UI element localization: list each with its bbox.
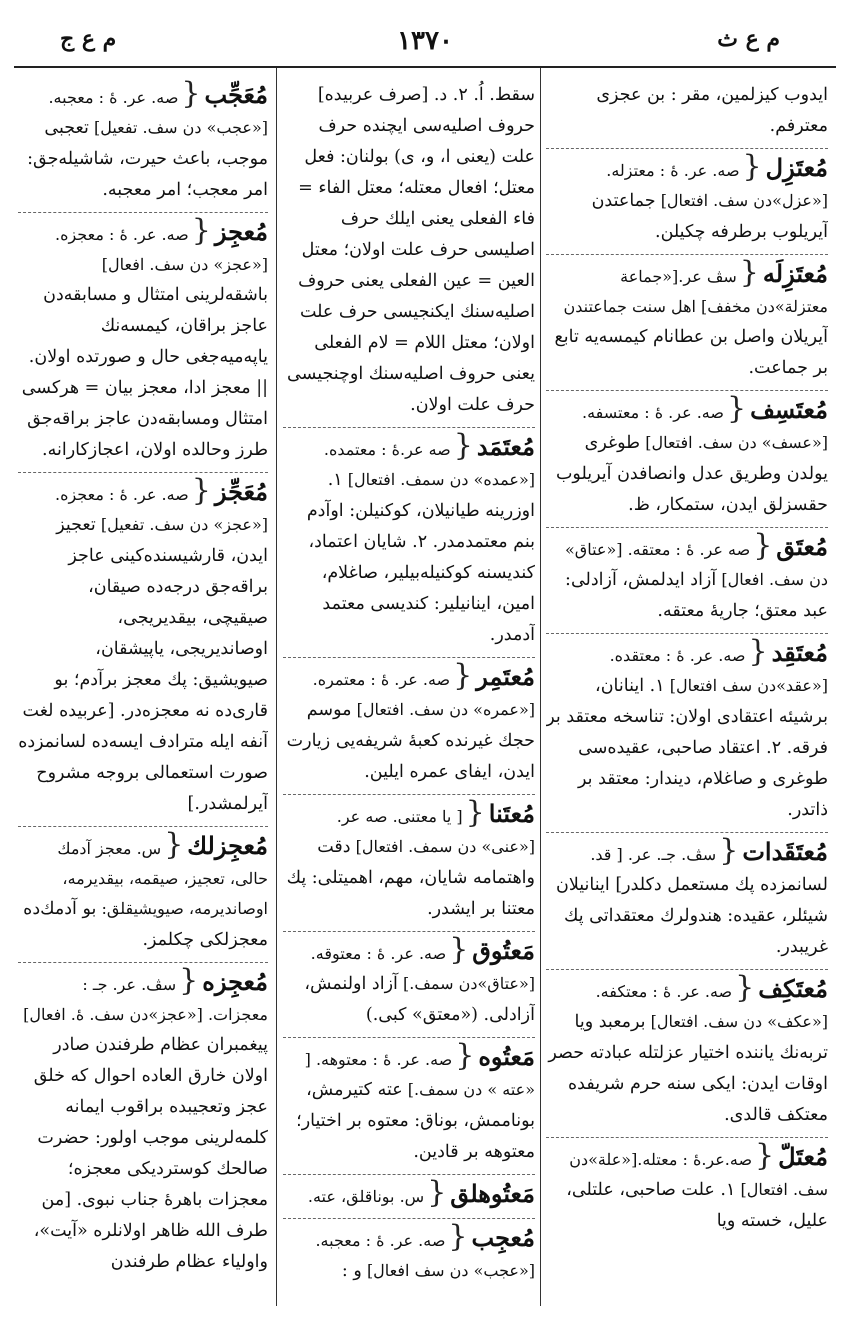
entry-headword: مُعتَق <box>776 532 828 561</box>
brace-glyph: { <box>753 528 773 563</box>
dictionary-entry <box>283 1038 535 1168</box>
entry-etymology: صه.عر.ۀ : معتله.[«علة»دن سف. افتعال] <box>569 1150 828 1199</box>
entry-separator <box>18 212 268 213</box>
dictionary-entry <box>283 1175 535 1212</box>
entry-headword: مُعجِب <box>471 1223 535 1252</box>
entry-definition: و : <box>341 1261 362 1281</box>
dictionary-entry <box>18 80 268 206</box>
entry-etymology: صه. عر. ۀ : معتقده. [«عقد»دن سف افتعال] <box>609 646 828 695</box>
entry-etymology: صه. عر. ۀ : معتسفه. [«عسف» دن سف. افتعال] <box>581 403 828 452</box>
brace-glyph: { <box>191 213 211 248</box>
entry-definition: جماعتدن آیریلوب برطرفه چکیلن. <box>591 191 828 242</box>
dictionary-entry <box>546 1138 828 1237</box>
column-middle <box>283 80 535 1302</box>
entry-headword: مُعَجِّز <box>214 477 268 506</box>
dictionary-entry <box>546 149 828 248</box>
entry-definition: پیغمبران عظام طرفندن صادر اولان خارق العاده احوال که خلق عجز وتعجیبده براقوب ایمانه کلمه‌لرینی موجب اولور: حضرت صالحك کوستردیکی معجزه؛ معجزات باهرهٔ جناب نبوی. [من طرف الله ظاهر اولانلره «آیت»، واولیاء عظام طرفندن <box>33 1035 268 1272</box>
dictionary-entry <box>283 428 535 651</box>
brace-glyph: { <box>742 149 762 184</box>
entry-etymology: س. بوناقلق، عته. <box>307 1187 425 1206</box>
entry-headword: مُعتَسِف <box>750 395 828 424</box>
column-divider <box>276 68 277 1306</box>
entry-etymology: صه. عر. ۀ : معتوقه. [«عتاق»دن سمف.] <box>310 944 535 993</box>
entry-separator <box>546 254 828 255</box>
column-left <box>18 80 268 1302</box>
entry-separator <box>546 832 828 833</box>
header-letter-group-right: م ع ث <box>717 26 780 52</box>
entry-separator <box>546 390 828 391</box>
entry-etymology: صه. عر. ۀ : معجزه. [«عجز» دن سف. تفعیل] <box>54 485 268 534</box>
entry-etymology: سڤ. جـ. عر. [ قد. <box>590 845 717 864</box>
brace-glyph: { <box>453 658 473 693</box>
dictionary-entry <box>546 528 828 627</box>
entry-etymology: صه. عر. ۀ : معجبه. [«عجب» دن سف. تفعیل] <box>48 88 268 137</box>
entry-definition: ۱. اوزرینه طیانیلان، کوکنیلن: اوآدم بنم معتمدمدر. ۲. شایان اعتماد، کندیسنه کوکنیله‌بیلیر، صاغلام، امین، اینانیلیر: کندیسی معتمد آدمدر. <box>306 470 535 645</box>
brace-glyph: { <box>719 833 739 868</box>
entry-definition: عته کتیرمش، بوناممش، بوناق: معتوه بر اختیار؛ معتوهه بر قادین. <box>296 1080 535 1162</box>
dictionary-entry <box>546 970 828 1131</box>
entry-definition: طوغری یولدن وطریق عدل وانصافدن آیریلوب حقسزلق ایدن، ستمکار، ظ. <box>555 433 828 515</box>
entry-etymology: سڤ. عر. جـ : معجزات. [«عجز»دن سف. ۀ. افعال] <box>23 975 268 1024</box>
entry-definition: دقت واهتمامه شایان، مهم، اهمیتلی: پك معتنا بر ایشدر. <box>286 837 535 919</box>
entry-definition: آزاد ایدلمش، آزادلی: عبد معتق؛ جاریهٔ معتقه. <box>565 570 828 621</box>
entry-definition: ایدوب کیزلمین، مقر : بن عجزی معترفم. <box>596 85 828 136</box>
entry-definition: تعجبی موجب، باعث حیرت، شاشیله‌جق: امر معجب؛ امر معجبه. <box>27 118 268 200</box>
entry-definition: آیریلان واصل بن عطانام کیمسه‌یه تابع بر جماعت. <box>554 327 828 378</box>
entry-separator <box>283 657 535 658</box>
entry-headword: مُعتَقَدات <box>742 837 828 866</box>
entry-definition: ۱. علت صاحبی، علتلی، علیل، خسته ویا <box>566 1180 828 1231</box>
entry-definition: باشقه‌لرینی امتثال و مسابقه‌دن عاجز براقان، کیمسه‌نك یاپه‌میه‌جغی حال و صورتده اولان. || معجز ادا، معجز بیان = هرکسی امتثال ومسابقه‌دن عاجز براقه‌جق طرز وحالده اولان، اعجازکارانه. <box>21 285 268 460</box>
entry-headword: مُعَجِّب <box>204 80 268 109</box>
brace-glyph: { <box>191 473 211 508</box>
entry-separator <box>283 427 535 428</box>
brace-glyph: { <box>453 428 473 463</box>
column-divider <box>540 68 541 1306</box>
entry-definition: لسانمزده پك مستعمل دکلدر] اینانیلان شیئلر، عقیده: هندولرك معتقداتی پك غریبدر. <box>555 875 828 957</box>
dictionary-entry <box>283 1219 535 1287</box>
entry-headword: مُعتَمَد <box>476 432 535 461</box>
entry-separator <box>546 1137 828 1138</box>
brace-glyph: { <box>181 80 201 111</box>
entry-continuation <box>283 80 535 421</box>
dictionary-entry <box>18 473 268 820</box>
entry-separator <box>283 1218 535 1219</box>
brace-glyph: { <box>449 932 469 967</box>
brace-glyph: { <box>164 827 184 862</box>
entry-definition: تعجیز ایدن، قارشیسنده‌کینی عاجز براقه‌جق درجه‌ده صیقان، صیقیچی، بیقدیریجی، اوصاندیریجی، یاپیشقان، صیویشیق: پك معجز برآدم؛ بو قاری‌ده نه معجزه‌در. [عربیده لغت آنفه ایله مترادف ایسه‌ده لسانمزده صورت استعمالی بروجه مشروح آیرلمشدر.] <box>18 515 268 814</box>
entry-etymology: صه عر. ۀ : معتقه. [«عتاق» دن سف. افعال] <box>565 540 828 589</box>
entry-separator <box>283 931 535 932</box>
entry-headword: مُعتَلّ <box>778 1142 828 1171</box>
brace-glyph: { <box>427 1175 447 1210</box>
header-letter-group-left: م ع ج <box>60 26 117 52</box>
entry-separator <box>283 794 535 795</box>
brace-glyph: { <box>739 255 759 290</box>
brace-glyph: { <box>455 1038 475 1073</box>
entry-headword: مُعتَنا <box>488 799 535 828</box>
entry-headword: مَعتُوهلق <box>450 1179 535 1208</box>
brace-glyph: { <box>179 963 199 998</box>
entry-definition: سقط. اُ. ۲. د. [صرف عربیده] حروف اصلیه‌سی ایچنده حرف علت (یعنی ا، و، ی) بولنان: فعل معتل؛ افعال معتله؛ معتل الفاء = فاء الفعلی یعنی ایلك حرف اصلیسی حرف علت اولان؛ معتل العین = عین الفعلی یعنی حروف اصلیه‌سنك ایکنجیسی حرف علت اولان؛ معتل اللام = لام الفعلی یعنی حروف اصلیه‌سنك اوچنجیسی حرف علت اولان. <box>287 85 535 415</box>
entry-etymology: صه. عر. ۀ : معتوهه. [ «عته » دن سمف.] <box>304 1050 535 1099</box>
entry-etymology: صه. عر. ۀ : معجزه. [«عجز» دن سف. افعال] <box>54 225 268 274</box>
dictionary-entry <box>546 634 828 826</box>
entry-separator <box>18 826 268 827</box>
entry-continuation <box>546 80 828 142</box>
entry-etymology: صه. عر. ۀ : معجبه. [«عجب» دن سف افعال] <box>315 1231 535 1280</box>
dictionary-entry <box>283 795 535 925</box>
entry-separator <box>546 969 828 970</box>
header-rule <box>14 66 836 68</box>
brace-glyph: { <box>448 1219 468 1254</box>
brace-glyph: { <box>755 1138 775 1173</box>
entry-headword: مُعتَزِلَه <box>762 259 828 288</box>
entry-definition: بو آدمك‌ده معجزلکی چکلمز. <box>23 899 268 950</box>
brace-glyph: { <box>726 391 747 426</box>
entry-separator <box>18 472 268 473</box>
entry-separator <box>283 1174 535 1175</box>
entry-headword: مُعتَقِد <box>771 638 828 667</box>
entry-separator <box>546 527 828 528</box>
entry-definition: موسم حجك غیرنده کعبهٔ شریفه‌یی زیارت ایدن، ایفای عمره ایلین. <box>286 700 535 782</box>
entry-headword: مُعتَمِر <box>476 662 535 691</box>
entry-separator <box>546 633 828 634</box>
dictionary-entry <box>283 932 535 1031</box>
dictionary-entry <box>546 391 828 521</box>
column-right <box>546 80 828 1302</box>
dictionary-entry <box>18 963 268 1278</box>
dictionary-entry <box>546 255 828 384</box>
entry-definition: آزاد اولنمش، آزادلی. («معتق» کبی.) <box>304 974 535 1025</box>
entry-etymology: سڤ عر.[«جماعة معتزلة»دن مخفف] اهل سنت جماعتندن <box>563 267 828 316</box>
entry-headword: مَعتُوق <box>472 936 535 965</box>
dictionary-entry <box>283 658 535 788</box>
entry-separator <box>546 148 828 149</box>
entry-etymology: صه. عر. ۀ : معتمره. [«عمره» دن سف. افتعال] <box>312 670 535 719</box>
entry-etymology: صه عر.ۀ : معتمده.[«عمده» دن سمف. افتعال] <box>323 440 535 489</box>
entry-definition: ۱. اینانان، برشیئه اعتقادی اولان: تناسخه معتقد بر فرقه. ۲. اعتقاد صاحبی، عقیده‌سی طوغری و صاغلام، دیندار: معتقد بر ذاتدر. <box>546 676 828 820</box>
entry-etymology: صه. عر. ۀ : معتزله. [«عزل»دن سف. افتعال] <box>606 161 828 210</box>
entry-etymology: [ یا معتنی. صه عر. [«عنی» دن سمف. افتعال] <box>336 807 535 856</box>
entry-headword: مَعتُوه <box>478 1042 535 1071</box>
page-number: ۱۳۷۰ <box>397 26 453 56</box>
page-header <box>20 26 830 66</box>
entry-headword: مُعجِزه <box>202 967 268 996</box>
entry-headword: مُعتَزِل <box>765 153 828 182</box>
brace-glyph: { <box>465 795 485 830</box>
dictionary-entry <box>18 827 268 956</box>
entry-headword: مُعتَکِف <box>758 974 828 1003</box>
dictionary-entry <box>18 213 268 466</box>
entry-etymology: صه. عر. ۀ : معتکفه. [«عکف» دن سف. افتعال] <box>595 982 828 1031</box>
entry-headword: مُعجِز <box>214 217 268 246</box>
brace-glyph: { <box>735 970 755 1005</box>
dictionary-entry <box>546 833 828 963</box>
entry-definition: برمعبد ویا تربه‌نك یانندە اختیار عزلتله عبادته حصر اوقات ایدن: ایکی سنه حرم شریفده معتکف قالدی. <box>548 1012 828 1125</box>
entry-headword: مُعجِزلك <box>187 831 268 860</box>
entry-separator <box>18 962 268 963</box>
entry-etymology: س. معجز آدمك حالی، تعجیز، صیقمه، بیقدیرمه، اوصاندیرمه، صیویشیقلق: <box>57 839 268 918</box>
brace-glyph: { <box>748 634 768 669</box>
entry-separator <box>283 1037 535 1038</box>
